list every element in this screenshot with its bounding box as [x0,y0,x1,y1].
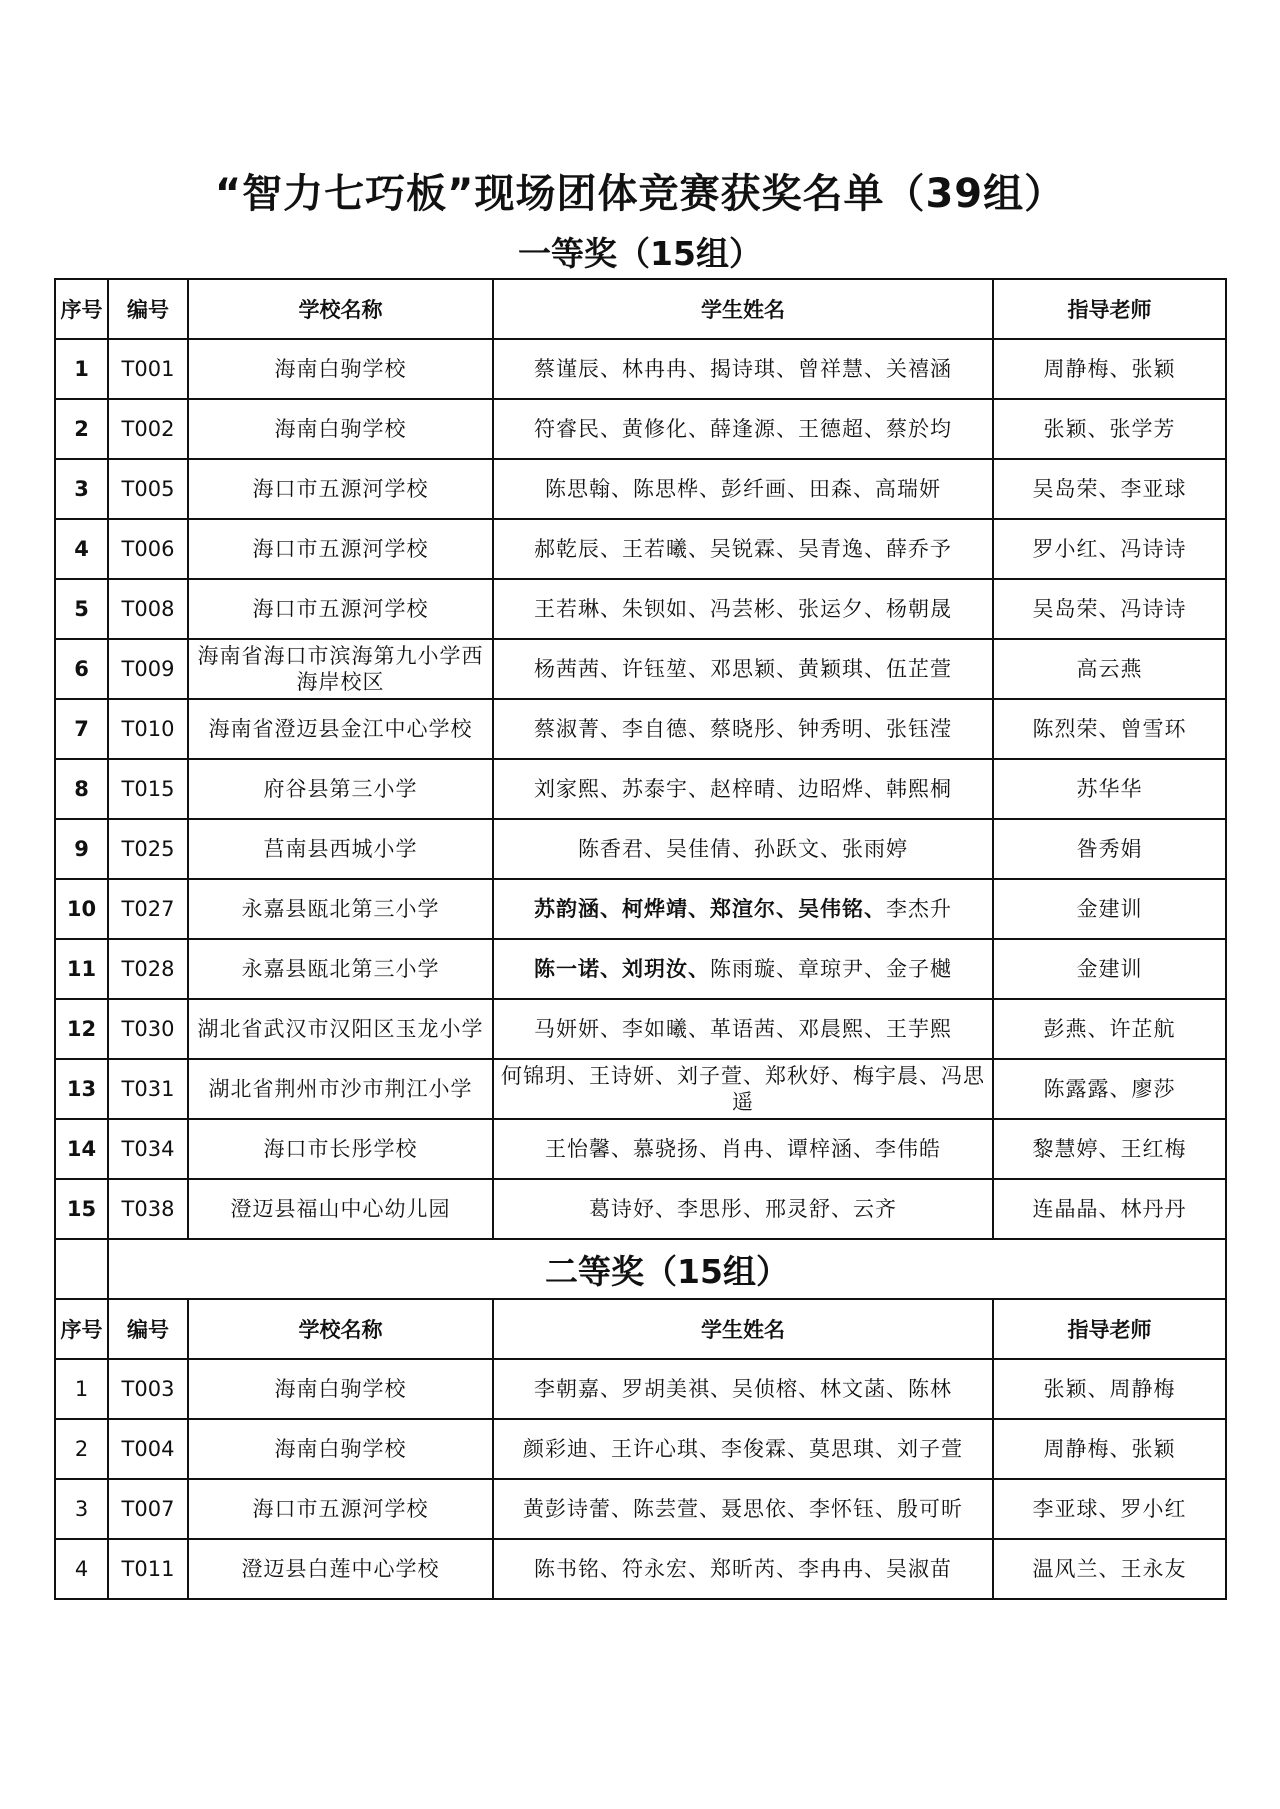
row-students-text: 何锦玥、王诗妍、刘子萱、郑秋妤、梅宇晨、冯思遥 [501,1064,985,1114]
row-students [493,1059,993,1119]
row-students [493,1479,993,1539]
row-code: T003 [108,1359,188,1419]
row-school: 海南白驹学校 [188,339,493,399]
students-header: 学生姓名 [493,279,993,339]
row-students [493,759,993,819]
row-code: T009 [108,639,188,699]
second-prize-heading-row [55,1239,1226,1299]
row-students [493,519,993,579]
row-students [493,1539,993,1599]
row-students-text: 刘家熙、苏泰宇、赵梓晴、边昭烨、韩熙桐 [534,777,952,801]
table-row [55,1119,1226,1179]
row-teachers: 周静梅、张颖 [993,1419,1226,1479]
row-students [493,819,993,879]
code-header: 编号 [108,279,188,339]
table-row [55,459,1226,519]
row-code: T002 [108,399,188,459]
table-row [55,1479,1226,1539]
row-school: 永嘉县瓯北第三小学 [188,879,493,939]
row-code: T038 [108,1179,188,1239]
row-seq: 6 [55,639,108,699]
row-code: T008 [108,579,188,639]
row-students-text: 李杰升 [886,897,952,921]
row-teachers: 高云燕 [993,639,1226,699]
row-students-text: 李朝嘉、罗胡美祺、吴侦榕、林文菡、陈林 [534,1377,952,1401]
row-students [493,1179,993,1239]
row-students [493,999,993,1059]
row-teachers: 昝秀娟 [993,819,1226,879]
row-seq: 2 [55,1419,108,1479]
row-school: 澄迈县白莲中心学校 [188,1539,493,1599]
row-students-text: 马妍妍、李如曦、革语茜、邓晨熙、王芋熙 [534,1017,952,1041]
row-school: 湖北省荆州市沙市荆江小学 [188,1059,493,1119]
row-students-text: 陈思翰、陈思桦、彭纤画、田森、高瑞妍 [545,477,941,501]
awards-table-body [55,279,1226,1599]
row-school: 湖北省武汉市汉阳区玉龙小学 [188,999,493,1059]
row-teachers: 彭燕、许芷航 [993,999,1226,1059]
row-code: T007 [108,1479,188,1539]
row-seq: 5 [55,579,108,639]
row-seq: 11 [55,939,108,999]
row-students-text: 陈书铭、符永宏、郑昕芮、李冉冉、吴淑苗 [534,1557,952,1581]
row-teachers: 张颖、周静梅 [993,1359,1226,1419]
row-code: T027 [108,879,188,939]
row-students [493,1359,993,1419]
row-code: T030 [108,999,188,1059]
row-students-text: 葛诗妤、李思彤、邢灵舒、云齐 [589,1197,897,1221]
row-school: 海南白驹学校 [188,1419,493,1479]
row-seq: 14 [55,1119,108,1179]
row-students [493,639,993,699]
row-seq: 9 [55,819,108,879]
row-students-highlighted: 陈一诺、刘玥汝、 [534,957,710,981]
row-school: 海南省海口市滨海第九小学西海岸校区 [188,639,493,699]
row-school: 海口市长彤学校 [188,1119,493,1179]
row-teachers: 张颖、张学芳 [993,399,1226,459]
teachers-header: 指导老师 [993,1299,1226,1359]
row-students-text: 符睿民、黄修化、薛逢源、王德超、蔡於均 [534,417,952,441]
row-school: 海南省澄迈县金江中心学校 [188,699,493,759]
students-header: 学生姓名 [493,1299,993,1359]
table-row [55,879,1226,939]
row-students [493,1119,993,1179]
row-code: T011 [108,1539,188,1599]
row-code: T006 [108,519,188,579]
table-row [55,1359,1226,1419]
blank-cell [55,1239,108,1299]
row-school: 澄迈县福山中心幼儿园 [188,1179,493,1239]
row-students-text: 黄彭诗蕾、陈芸萱、聂思依、李怀钰、殷可昕 [523,1497,963,1521]
first-prize-header-row [55,279,1226,339]
row-students-text: 陈香君、吴佳倩、孙跃文、张雨婷 [578,837,908,861]
table-row [55,819,1226,879]
row-seq: 8 [55,759,108,819]
teachers-header: 指导老师 [993,279,1226,339]
table-row [55,639,1226,699]
seq-header: 序号 [55,279,108,339]
row-seq: 1 [55,339,108,399]
row-code: T015 [108,759,188,819]
row-teachers: 温风兰、王永友 [993,1539,1226,1599]
code-header: 编号 [108,1299,188,1359]
row-code: T034 [108,1119,188,1179]
row-students-text: 杨茜茜、许钰堃、邓思颖、黄颖琪、伍芷萱 [534,657,952,681]
first-prize-heading: 一等奖（15组） [518,234,762,273]
row-seq: 3 [55,1479,108,1539]
row-teachers: 陈烈荣、曾雪环 [993,699,1226,759]
row-school: 海口市五源河学校 [188,519,493,579]
row-code: T028 [108,939,188,999]
school-header: 学校名称 [188,279,493,339]
table-row [55,579,1226,639]
row-teachers: 连晶晶、林丹丹 [993,1179,1226,1239]
row-seq: 10 [55,879,108,939]
school-header: 学校名称 [188,1299,493,1359]
row-students-highlighted: 苏韵涵、柯烨靖、郑渲尔、吴伟铭、 [534,897,886,921]
row-students [493,1419,993,1479]
row-students-text: 王怡馨、慕骁扬、肖冉、谭梓涵、李伟皓 [545,1137,941,1161]
row-code: T025 [108,819,188,879]
table-row [55,999,1226,1059]
row-school: 永嘉县瓯北第三小学 [188,939,493,999]
table-row [55,1539,1226,1599]
table-row [55,939,1226,999]
row-students [493,339,993,399]
row-students [493,399,993,459]
row-students [493,459,993,519]
table-row [55,519,1226,579]
second-prize-header-row [55,1299,1226,1359]
row-seq: 2 [55,399,108,459]
row-seq: 12 [55,999,108,1059]
row-seq: 7 [55,699,108,759]
row-students [493,879,993,939]
table-row [55,339,1226,399]
row-teachers: 李亚球、罗小红 [993,1479,1226,1539]
row-school: 海南白驹学校 [188,399,493,459]
row-seq: 13 [55,1059,108,1119]
row-students-text: 颜彩迪、王许心琪、李俊霖、莫思琪、刘子萱 [523,1437,963,1461]
row-code: T005 [108,459,188,519]
row-students-text: 王若琳、朱钡如、冯芸彬、张运夕、杨朝晟 [534,597,952,621]
row-teachers: 罗小红、冯诗诗 [993,519,1226,579]
row-seq: 3 [55,459,108,519]
row-seq: 15 [55,1179,108,1239]
row-school: 莒南县西城小学 [188,819,493,879]
table-row [55,1059,1226,1119]
row-school: 海口市五源河学校 [188,579,493,639]
row-teachers: 吴岛荣、李亚球 [993,459,1226,519]
row-teachers: 苏华华 [993,759,1226,819]
row-code: T031 [108,1059,188,1119]
row-code: T010 [108,699,188,759]
row-seq: 4 [55,519,108,579]
row-school: 府谷县第三小学 [188,759,493,819]
row-students-text: 郝乾辰、王若曦、吴锐霖、吴青逸、薛乔予 [534,537,952,561]
row-seq: 4 [55,1539,108,1599]
document-title: “智力七巧板”现场团体竞赛获奖名单（39组） [214,171,1066,217]
row-teachers: 周静梅、张颖 [993,339,1226,399]
row-students-text: 蔡淑菁、李自德、蔡晓彤、钟秀明、张钰滢 [534,717,952,741]
row-teachers: 金建训 [993,879,1226,939]
row-teachers: 陈露露、廖莎 [993,1059,1226,1119]
awards-table [54,278,1227,1600]
row-teachers: 金建训 [993,939,1226,999]
row-seq: 1 [55,1359,108,1419]
row-code: T004 [108,1419,188,1479]
row-teachers: 黎慧婷、王红梅 [993,1119,1226,1179]
row-school: 海口市五源河学校 [188,459,493,519]
row-code: T001 [108,339,188,399]
seq-header: 序号 [55,1299,108,1359]
row-students-text: 蔡谨辰、林冉冉、揭诗琪、曾祥慧、关禧涵 [534,357,952,381]
second-prize-heading: 二等奖（15组） [108,1239,1226,1299]
row-school: 海南白驹学校 [188,1359,493,1419]
table-row [55,1179,1226,1239]
table-row [55,759,1226,819]
row-students [493,699,993,759]
table-row [55,1419,1226,1479]
table-row [55,399,1226,459]
row-school: 海口市五源河学校 [188,1479,493,1539]
table-row [55,699,1226,759]
row-students-text: 陈雨璇、章琼尹、金子樾 [710,957,952,981]
row-students [493,939,993,999]
row-students [493,579,993,639]
row-teachers: 吴岛荣、冯诗诗 [993,579,1226,639]
